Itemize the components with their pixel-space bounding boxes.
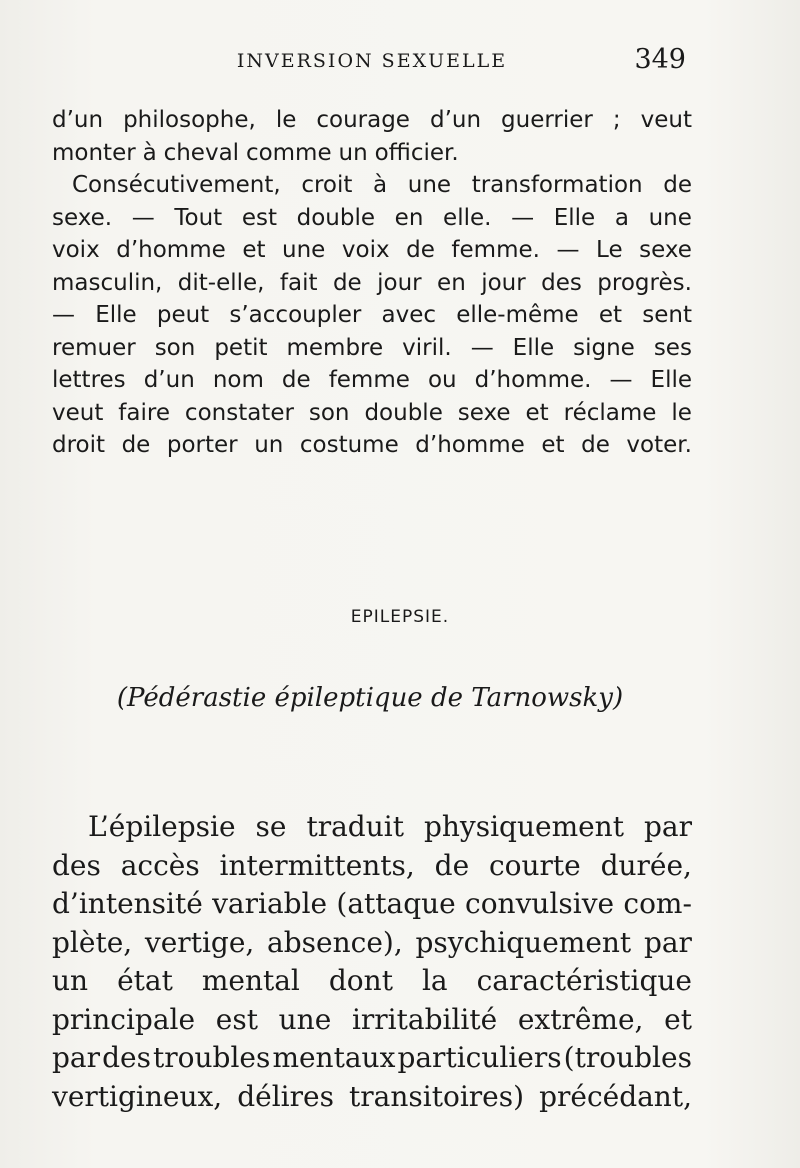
word: masculin, <box>52 269 163 296</box>
word: transformation <box>471 172 643 198</box>
word: voix <box>341 237 390 263</box>
word: des <box>541 269 582 296</box>
word: un <box>52 964 89 997</box>
word: de <box>121 432 151 458</box>
word: femme <box>328 367 410 393</box>
word: guerrier <box>501 107 593 133</box>
word: traduit <box>306 810 404 843</box>
word: croit <box>301 172 353 198</box>
text-line <box>52 104 692 137</box>
text-line <box>52 397 692 430</box>
word: irritabilité <box>351 1002 498 1036</box>
word: comme <box>245 139 332 166</box>
word: de <box>406 237 435 263</box>
word: absence), <box>267 925 403 959</box>
word: vertigineux, <box>52 1079 223 1113</box>
word: peut <box>156 302 210 328</box>
text-line <box>52 202 692 235</box>
text-line <box>52 332 692 365</box>
word: son <box>154 334 196 361</box>
word: veut <box>640 107 692 133</box>
word: psychiquement <box>415 925 632 959</box>
word: Tout <box>174 204 223 231</box>
text-line <box>52 169 692 202</box>
word: précédant, <box>539 1079 692 1113</box>
word: — <box>52 302 75 328</box>
word: mental <box>201 964 300 997</box>
word: la <box>421 964 448 997</box>
word: état <box>117 964 173 997</box>
word: d’intensité <box>52 887 203 920</box>
word: physiquement <box>423 810 624 843</box>
word: voter. <box>626 432 692 458</box>
word: viril. <box>402 334 452 361</box>
word: de <box>332 269 362 296</box>
word: se <box>255 810 287 843</box>
text-line <box>52 1078 692 1117</box>
word: dit-elle, <box>177 269 265 296</box>
section-subtitle: (Pédérastie épileptique de Tarnowsky) <box>116 683 624 713</box>
word: cheval <box>163 139 240 166</box>
word: officier. <box>374 139 459 166</box>
word: intermittents, <box>219 848 415 882</box>
word: philosophe, <box>123 107 256 133</box>
word: de <box>281 367 311 393</box>
word: une <box>407 172 452 198</box>
word: fait <box>279 269 318 296</box>
word: voix <box>52 237 100 263</box>
text-line <box>52 1039 692 1078</box>
body-text-section <box>52 808 692 1116</box>
word: faire <box>118 399 170 426</box>
text-line <box>52 299 692 332</box>
word: une <box>278 1002 332 1036</box>
word: est <box>215 1002 258 1036</box>
word: le <box>671 399 692 426</box>
word: une <box>648 204 692 231</box>
word: des <box>52 848 101 882</box>
word: L’épilepsie <box>88 810 236 843</box>
word: remuer <box>52 334 136 361</box>
word: — <box>470 334 494 361</box>
running-title: INVERSION SEXUELLE <box>236 50 508 72</box>
word: — <box>131 204 155 231</box>
word: à <box>142 139 157 166</box>
word: et <box>242 237 266 263</box>
text-line <box>52 847 692 886</box>
word: Elle <box>650 367 692 393</box>
word: d’homme <box>415 432 525 458</box>
running-head <box>52 46 692 82</box>
word: en <box>394 204 424 231</box>
word: (troubles <box>563 1041 692 1074</box>
word: délires <box>237 1079 334 1113</box>
word: troubles <box>153 1041 271 1074</box>
word: d’un <box>143 367 195 393</box>
word: de <box>663 172 692 198</box>
word: et <box>541 432 565 458</box>
word: accès <box>120 848 200 882</box>
word: Le <box>596 237 623 263</box>
section-heading: EPILEPSIE. <box>350 607 450 627</box>
word: à <box>373 172 388 198</box>
word: par <box>643 810 692 843</box>
word: jour <box>377 269 422 296</box>
word: dont <box>328 964 393 997</box>
word: une <box>282 237 326 263</box>
text-line <box>52 267 692 300</box>
word: et <box>525 399 549 426</box>
word: progrès. <box>597 269 692 296</box>
word: courage <box>316 107 410 133</box>
word: double <box>296 204 376 231</box>
word: Consécutivement, <box>72 172 281 198</box>
word: porter <box>166 432 238 458</box>
word: — <box>511 204 535 231</box>
word: et <box>664 1002 692 1036</box>
word: vertige, <box>144 925 255 959</box>
word: signe <box>573 334 635 361</box>
text-line <box>52 808 692 847</box>
body-text-top <box>52 104 692 462</box>
word: le <box>275 107 297 133</box>
word: sent <box>642 302 692 328</box>
word: (attaque <box>336 887 456 920</box>
word: caractéristique <box>476 964 692 997</box>
word: a <box>614 204 629 231</box>
word: par <box>52 1041 101 1074</box>
word: constater <box>184 399 294 426</box>
word: extrême, <box>517 1002 644 1036</box>
word: nom <box>212 367 264 393</box>
word: courte <box>488 848 581 882</box>
word: d’homme <box>116 237 226 263</box>
word: de <box>581 432 610 458</box>
text-line <box>52 962 692 1001</box>
word: petit <box>214 334 268 361</box>
word: est <box>241 204 277 231</box>
word: lettres <box>52 367 126 393</box>
word: membre <box>286 334 384 361</box>
word: jour <box>481 269 526 296</box>
word: monter <box>52 139 136 166</box>
word: sexe <box>639 237 692 263</box>
word: un <box>338 139 368 166</box>
word: com- <box>623 887 692 920</box>
word: — <box>556 237 580 263</box>
word: son <box>308 399 350 426</box>
word: principale <box>52 1002 196 1036</box>
word: elle-même <box>456 302 579 328</box>
word: en <box>437 269 466 296</box>
word: double <box>364 399 443 426</box>
word: transitoires) <box>349 1079 525 1113</box>
word: convulsive <box>465 887 615 920</box>
word: elle. <box>443 204 492 231</box>
word: d’homme. <box>474 367 592 393</box>
word: avec <box>381 302 437 328</box>
text-line <box>52 137 692 170</box>
word: plète, <box>52 925 133 959</box>
word: particuliers <box>397 1041 562 1074</box>
word: Elle <box>512 334 555 361</box>
word: Elle <box>95 302 137 328</box>
word: femme. <box>451 237 540 263</box>
word: des <box>102 1041 151 1074</box>
word: costume <box>299 432 399 458</box>
word: veut <box>52 399 104 426</box>
word: ses <box>653 334 692 361</box>
text-line <box>52 429 692 462</box>
word: durée, <box>600 848 692 882</box>
word: de <box>434 848 470 882</box>
word: ; <box>612 107 621 133</box>
word: d’un <box>429 107 482 133</box>
word: ou <box>427 367 457 393</box>
text-line <box>52 924 692 963</box>
word: par <box>643 925 692 959</box>
word: Elle <box>553 204 596 231</box>
word: d’un <box>52 107 104 133</box>
word: droit <box>52 432 106 458</box>
word: — <box>609 367 633 393</box>
word: mentaux <box>272 1041 396 1074</box>
word: un <box>254 432 284 458</box>
page-number: 349 <box>634 44 686 75</box>
text-line <box>52 1001 692 1040</box>
text-line <box>52 234 692 267</box>
word: et <box>598 302 623 328</box>
word: sexe. <box>52 204 113 231</box>
text-line <box>52 885 692 924</box>
word: sexe <box>457 399 511 426</box>
word: variable <box>212 887 328 920</box>
text-line <box>52 364 692 397</box>
word: s’accoupler <box>229 302 362 328</box>
word: réclame <box>563 399 657 426</box>
